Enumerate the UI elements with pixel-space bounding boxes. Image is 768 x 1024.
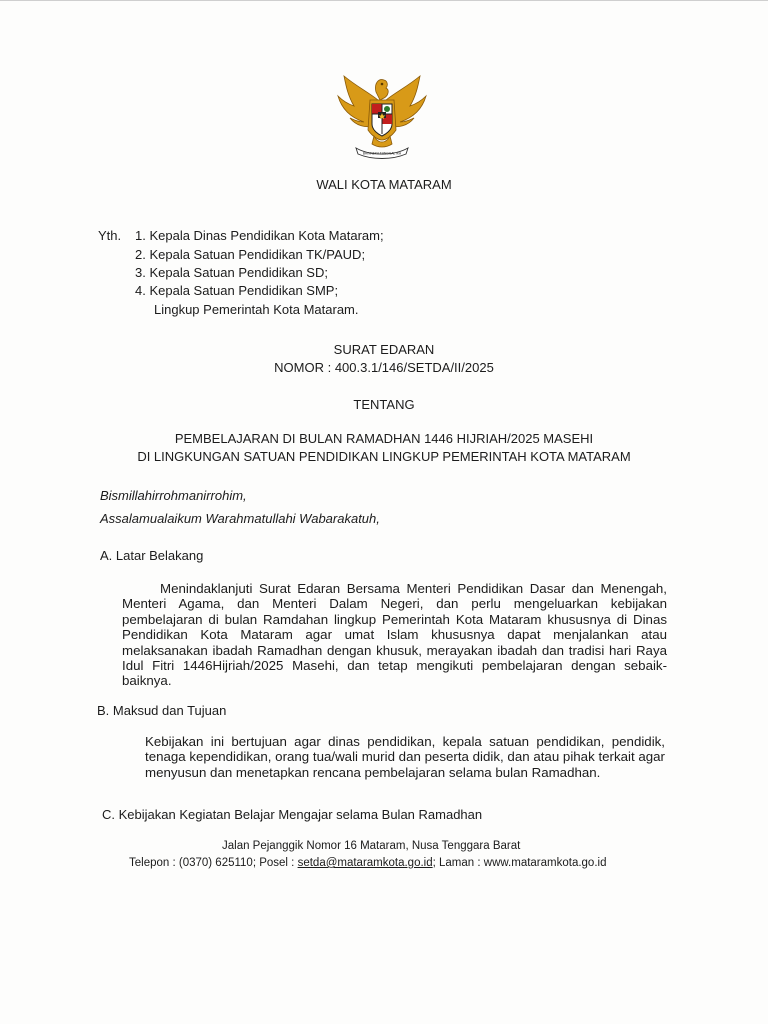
- addressee-item-4: 4. Kepala Satuan Pendidikan SMP;: [135, 283, 339, 298]
- section-b-heading: B. Maksud dan Tujuan: [97, 703, 227, 718]
- addressee-scope: Lingkup Pemerintah Kota Mataram.: [154, 302, 359, 317]
- subject-line-1: PEMBELAJARAN DI BULAN RAMADHAN 1446 HIJRIAH/2025 MASEHI: [174, 431, 594, 446]
- section-a-heading: A. Latar Belakang: [100, 548, 204, 563]
- subject-line-2: DI LINGKUNGAN SATUAN PENDIDIKAN LINGKUP PEMERINTAH KOTA MATARAM: [137, 449, 631, 464]
- section-b-body: Kebijakan ini bertujuan agar dinas pendidikan, kepala satuan pendidikan, pendidik, tenaga kependidikan, orang tua/wali murid dan peserta didik, dan atau pihak terkait agar menyusun dan menetapkan rencana pembelajaran selama bulan Ramadhan.: [145, 734, 665, 780]
- footer-website: ; Laman : www.mataramkota.go.id: [432, 857, 607, 869]
- letter-type: SURAT EDARAN: [333, 342, 435, 357]
- footer-phone: Telepon : (0370) 625110; Posel :: [129, 857, 298, 869]
- addressee-item-2: 2. Kepala Satuan Pendidikan TK/PAUD;: [135, 247, 366, 262]
- addressee-item-3: 3. Kepala Satuan Pendidikan SD;: [135, 265, 328, 280]
- greeting-salam: Assalamualaikum Warahmatullahi Wabarakatuh,: [100, 511, 380, 526]
- section-a-body: Menindaklanjuti Surat Edaran Bersama Menteri Pendidikan Dasar dan Menengah, Menteri Agama, dan Menteri Dalam Negeri, dan perlu mengeluarkan kebijakan pembelajaran di bulan Ramdahan lingkup Pemerintah Kota Mataram khususnya di Dinas Pendidikan Kota Mataram agar umat Islam khususnya dapat menjalankan atau melaksanakan ibadah Ramadhan dengan khusuk, merayakan ibadah dan tradisi hari Raya Idul Fitri 1446Hijriah/2025 Masehi, dan tetap mengikuti pembelajaran dengan sebaik-baiknya.: [122, 581, 667, 689]
- about-label: TENTANG: [353, 397, 415, 412]
- footer-address: Jalan Pejanggik Nomor 16 Mataram, Nusa Tenggara Barat: [222, 840, 521, 852]
- greeting-bismillah: Bismillahirrohmanirrohim,: [100, 488, 247, 503]
- addressee-prefix: Yth.: [98, 228, 122, 243]
- addressee-item-1: 1. Kepala Dinas Pendidikan Kota Mataram;: [135, 228, 384, 243]
- garuda-emblem-icon: [334, 70, 430, 162]
- letter-title: WALI KOTA MATARAM: [316, 177, 452, 192]
- footer-contact: [129, 857, 606, 869]
- footer-email-link[interactable]: setda@mataramkota.go.id: [297, 857, 433, 869]
- emblem-motto: BHINNEKA TUNGGAL IKA: [362, 151, 402, 156]
- top-rule: [0, 0, 768, 1]
- section-c-heading: C. Kebijakan Kegiatan Belajar Mengajar selama Bulan Ramadhan: [102, 807, 483, 822]
- letter-number: NOMOR : 400.3.1/146/SETDA/II/2025: [274, 360, 494, 375]
